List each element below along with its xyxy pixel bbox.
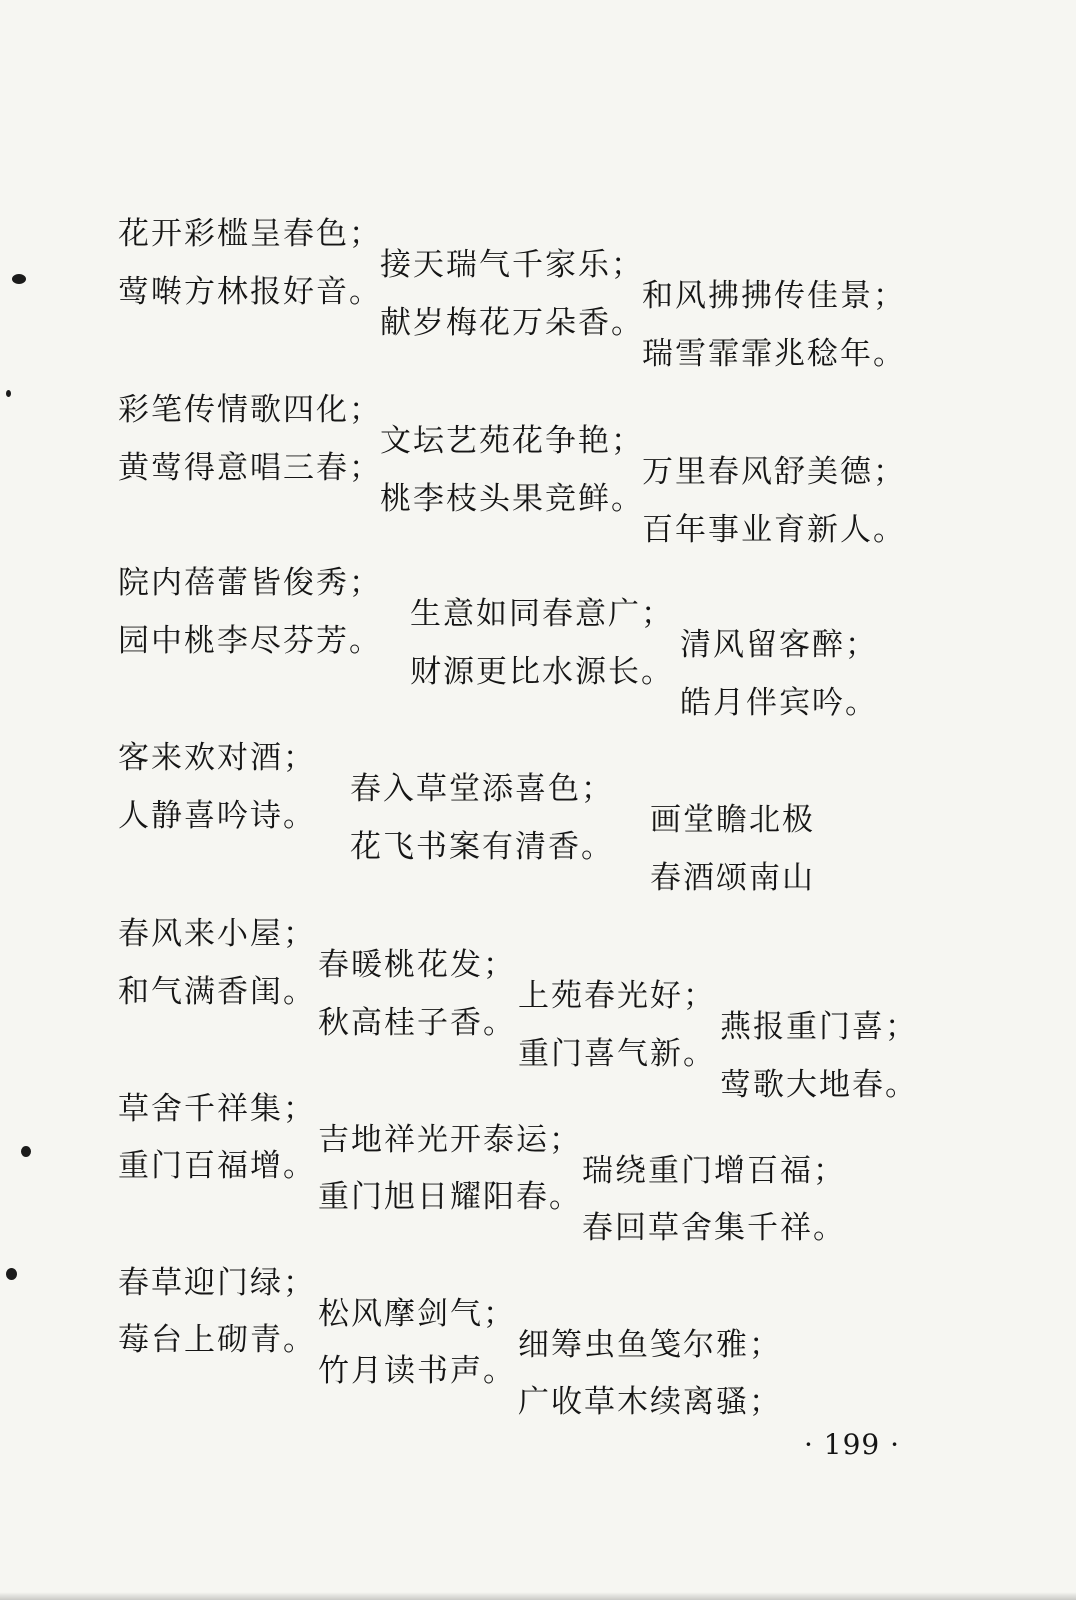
couplet-text: 接天瑞气千家乐； xyxy=(380,247,644,283)
couplet-text: 竹月读书声。 xyxy=(318,1353,516,1389)
couplet-text: 春回草舍集千祥。 xyxy=(582,1210,846,1246)
couplet-text: 莺啭方林报好音。 xyxy=(118,274,382,310)
couplet-text: 财源更比水源长。 xyxy=(410,654,674,690)
couplet-text: 百年事业育新人。 xyxy=(642,512,906,548)
couplet-text: 皓月伴宾吟。 xyxy=(680,685,878,721)
couplet-text: 瑞雪霏霏兆稔年。 xyxy=(642,336,906,372)
couplet-text: 画堂瞻北极 xyxy=(650,802,815,838)
couplet-text: 清风留客醉； xyxy=(680,627,878,663)
couplet-text: 花开彩槛呈春色； xyxy=(118,216,382,252)
couplet-text: 重门旭日耀阳春。 xyxy=(318,1179,582,1215)
couplet-text: 瑞绕重门增百福； xyxy=(582,1153,846,1189)
couplet-text: 春酒颂南山 xyxy=(650,860,815,896)
couplet-text: 吉地祥光开泰运； xyxy=(318,1122,582,1158)
couplet-text: 和风拂拂传佳景； xyxy=(642,278,906,314)
couplet-text: 秋高桂子香。 xyxy=(318,1005,516,1041)
scan-speck xyxy=(6,1268,17,1280)
couplet-text: 春草迎门绿； xyxy=(118,1265,316,1301)
couplet-text: 彩笔传情歌四化； xyxy=(118,392,382,428)
couplet-text: 桃李枝头果竞鲜。 xyxy=(380,481,644,517)
couplet-text: 园中桃李尽芬芳。 xyxy=(118,623,382,659)
couplet-text: 文坛艺苑花争艳； xyxy=(380,423,644,459)
couplet-text: 松风摩剑气； xyxy=(318,1296,516,1332)
scan-speck xyxy=(21,1146,31,1157)
couplet-text: 燕报重门喜； xyxy=(720,1009,918,1045)
couplet-text: 人静喜吟诗。 xyxy=(118,798,316,834)
couplet-text: 细筹虫鱼笺尔雅； xyxy=(518,1327,782,1363)
scan-speck xyxy=(12,274,26,284)
couplet-text: 草舍千祥集； xyxy=(118,1091,316,1127)
couplet-text: 客来欢对酒； xyxy=(118,740,316,776)
couplet-text: 莺歌大地春。 xyxy=(720,1067,918,1103)
couplet-text: 万里春风舒美德； xyxy=(642,454,906,490)
page-number: · 199 · xyxy=(804,1428,901,1461)
couplet-text: 春入草堂添喜色； xyxy=(350,771,614,807)
scan-speck xyxy=(6,390,11,397)
couplet-text: 重门喜气新。 xyxy=(518,1036,716,1072)
couplet-text: 春暖桃花发； xyxy=(318,947,516,983)
couplet-text: 献岁梅花万朵香。 xyxy=(380,305,644,341)
couplet-text: 黄莺得意唱三春； xyxy=(118,450,382,486)
couplet-text: 生意如同春意广； xyxy=(410,596,674,632)
couplet-text: 广收草木续离骚； xyxy=(518,1384,782,1420)
couplet-text: 院内蓓蕾皆俊秀； xyxy=(118,565,382,601)
couplet-text: 上苑春光好； xyxy=(518,978,716,1014)
couplet-text: 莓台上砌青。 xyxy=(118,1322,316,1358)
couplet-text: 花飞书案有清香。 xyxy=(350,829,614,865)
scan-bottom-edge xyxy=(0,1592,1076,1600)
couplet-text: 春风来小屋； xyxy=(118,916,316,952)
couplet-text: 和气满香闺。 xyxy=(118,974,316,1010)
couplet-text: 重门百福增。 xyxy=(118,1148,316,1184)
